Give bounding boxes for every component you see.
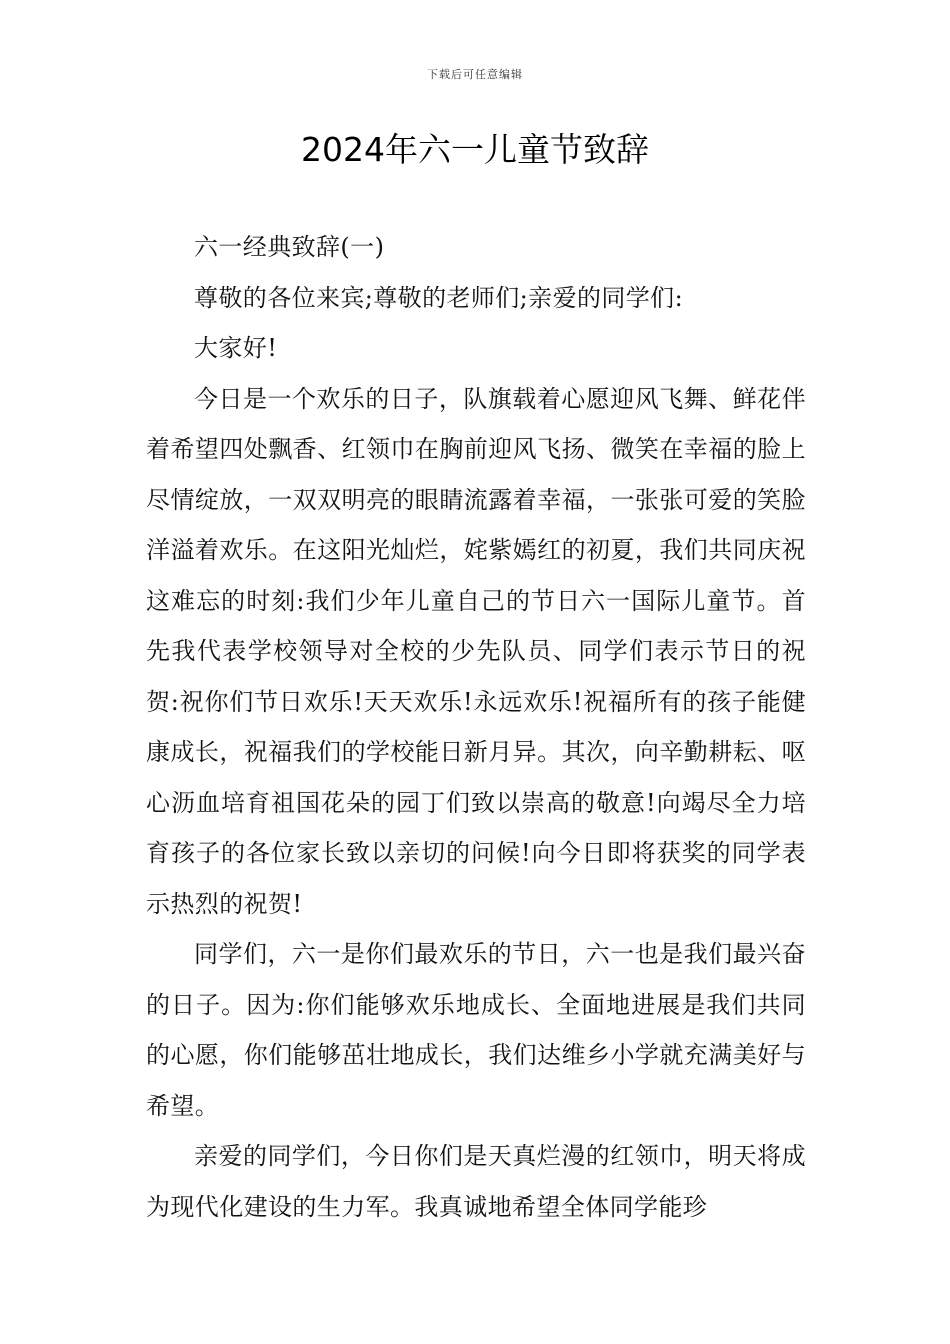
body-paragraph: 今日是一个欢乐的日子，队旗载着心愿迎风飞舞、鲜花伴着希望四处飘香、红领巾在胸前迎风飞扬、微笑在幸福的脸上尽情绽放，一双双明亮的眼睛流露着幸福，一张张可爱的笑脸洋溢着欢乐。在这阳光灿烂，姹紫嫣红的初夏，我们共同庆祝这难忘的时刻:我们少年儿童自己的节日六一国际儿童节。首先我代表学校领导对全校的少先队员、同学们表示节日的祝贺:祝你们节日欢乐!天天欢乐!永远欢乐!祝福所有的孩子能健康成长，祝福我们的学校能日新月异。其次，向辛勤耕耘、呕心沥血培育祖国花朵的园丁们致以崇高的敬意!向竭尽全力培育孩子的各位家长致以亲切的问候!向今日即将获奖的同学表示热烈的祝贺! bbox=[146, 384, 806, 918]
greeting: 大家好! bbox=[194, 334, 278, 362]
salutation: 尊敬的各位来宾;尊敬的老师们;亲爱的同学们: bbox=[194, 283, 684, 312]
body-paragraph: 亲爱的同学们，今日你们是天真烂漫的红领巾，明天将成为现代化建设的生力军。我真诚地希望全体同学能珍 bbox=[146, 1142, 806, 1221]
section-heading: 六一经典致辞(一) bbox=[194, 233, 385, 261]
page-header-note: 下载后可任意编辑 bbox=[427, 68, 523, 81]
document-body bbox=[146, 222, 806, 1232]
document-title: 2024年六一儿童节致辞 bbox=[301, 130, 649, 169]
body-paragraph: 同学们，六一是你们最欢乐的节日，六一也是我们最兴奋的日子。因为:你们能够欢乐地成长、全面地进展是我们共同的心愿，你们能够茁壮地成长，我们达维乡小学就充满美好与希望。 bbox=[146, 940, 806, 1120]
